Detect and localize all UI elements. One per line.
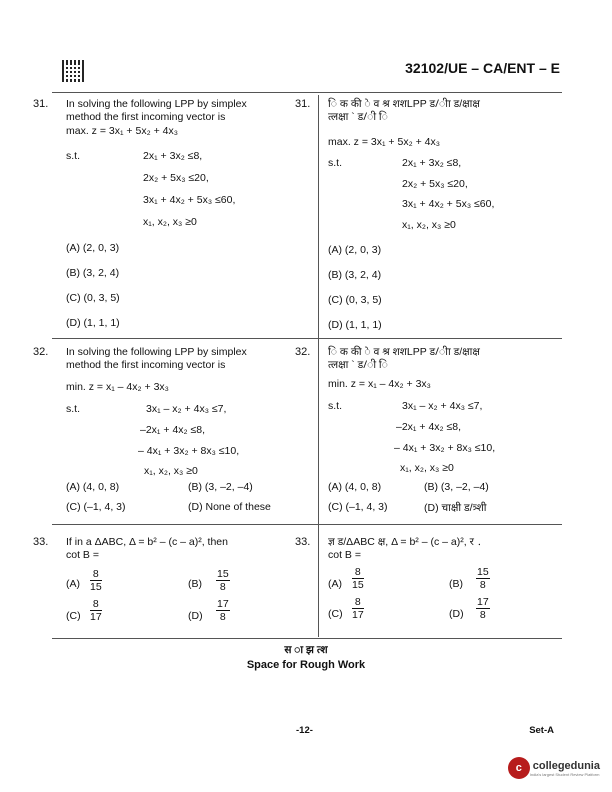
question-text-line-2: method the first incoming vector is bbox=[66, 111, 226, 123]
option-c: (C) (0, 3, 5) bbox=[328, 294, 382, 306]
logo-tagline: India's largest Student Review Platform bbox=[529, 771, 600, 777]
constraint-4: x₁, x₂, x₃ ≥0 bbox=[400, 462, 454, 474]
rough-work-hindi: स ा झ त्श bbox=[284, 644, 328, 656]
question-text-line-2: त्लक्षा ` ड/ी ि bbox=[328, 359, 388, 371]
option-d: (D) (1, 1, 1) bbox=[66, 317, 120, 329]
question-33-en bbox=[33, 536, 311, 636]
option-d: (D) None of these bbox=[188, 501, 271, 513]
rule-before-rough bbox=[52, 638, 562, 639]
option-b: (B) (3, –2, –4) bbox=[188, 481, 253, 493]
denominator: 8 bbox=[219, 581, 226, 593]
question-number: 31. bbox=[295, 98, 311, 110]
question-number: 33. bbox=[33, 536, 49, 548]
denominator: 8 bbox=[219, 611, 226, 623]
objective: max. z = 3x₁ + 5x₂ + 4x₃ bbox=[328, 136, 440, 148]
rule-after-31 bbox=[52, 338, 562, 339]
rule-after-32 bbox=[52, 524, 562, 525]
collegedunia-logo bbox=[508, 757, 600, 779]
question-text-line-1: In solving the following LPP by simplex bbox=[66, 346, 247, 358]
numerator: 15 bbox=[477, 566, 489, 578]
denominator: 8 bbox=[479, 579, 486, 591]
numerator: 17 bbox=[217, 598, 229, 610]
question-text-line-2: त्लक्षा ` ड/ी ि bbox=[328, 111, 388, 123]
denominator: 15 bbox=[352, 579, 364, 591]
rough-work-label: Space for Rough Work bbox=[246, 659, 366, 671]
denominator: 15 bbox=[90, 581, 102, 593]
paper-code: 32102/UE – CA/ENT – E bbox=[405, 60, 560, 76]
question-number: 31. bbox=[33, 98, 49, 110]
option-b: (B) (3, 2, 4) bbox=[328, 269, 382, 281]
constraint-3: – 4x₁ + 3x₂ + 8x₃ ≤10, bbox=[138, 445, 240, 457]
denominator: 17 bbox=[352, 609, 364, 621]
constraint-1: 2x₁ + 3x₂ ≤8, bbox=[143, 150, 203, 162]
subject-to: s.t. bbox=[66, 403, 81, 415]
constraint-1: 3x₁ – x₂ + 4x₃ ≤7, bbox=[146, 403, 227, 415]
constraint-3: 3x₁ + 4x₂ + 5x₃ ≤60, bbox=[143, 194, 236, 206]
objective: min. z = x₁ – 4x₂ + 3x₃ bbox=[66, 381, 169, 393]
constraint-3: 3x₁ + 4x₂ + 5x₃ ≤60, bbox=[402, 198, 495, 210]
option-c: (C) (–1, 4, 3) bbox=[66, 501, 126, 513]
option-d-fraction bbox=[216, 598, 230, 623]
option-a-label: (A) bbox=[66, 578, 80, 590]
constraint-2: –2x₁ + 4x₂ ≤8, bbox=[140, 424, 206, 436]
objective: min. z = x₁ – 4x₂ + 3x₃ bbox=[328, 378, 431, 390]
question-text-line-2: method the first incoming vector is bbox=[66, 359, 226, 371]
subject-to: s.t. bbox=[328, 400, 343, 412]
option-c-label: (C) bbox=[66, 610, 81, 622]
subject-to: s.t. bbox=[66, 150, 81, 162]
constraint-2: 2x₂ + 5x₃ ≤20, bbox=[402, 178, 468, 190]
question-number: 33. bbox=[295, 536, 311, 548]
set-label: Set-A bbox=[529, 725, 554, 736]
option-c-fraction bbox=[90, 598, 102, 623]
option-b-label: (B) bbox=[188, 578, 202, 590]
option-b-fraction bbox=[476, 566, 490, 591]
constraint-4: x₁, x₂, x₃ ≥0 bbox=[144, 465, 198, 477]
logo-icon: c bbox=[508, 757, 530, 779]
option-a: (A) (4, 0, 8) bbox=[328, 481, 382, 493]
numerator: 8 bbox=[90, 598, 102, 611]
denominator: 17 bbox=[90, 611, 102, 623]
logo-name: collegedunia bbox=[532, 759, 600, 772]
question-text-line-1: ज्ञ ड/ΔABC क्ष, Δ = b² – (c – a)², र ․ bbox=[328, 536, 483, 548]
option-d-label: (D) bbox=[188, 610, 203, 622]
option-d: (D) चाक्षी ड/त्र्शी bbox=[424, 502, 487, 514]
option-a: (A) (4, 0, 8) bbox=[66, 481, 120, 493]
subject-to: s.t. bbox=[328, 157, 343, 169]
constraint-2: –2x₁ + 4x₂ ≤8, bbox=[396, 421, 462, 433]
question-31-en bbox=[33, 98, 311, 338]
column-divider bbox=[318, 95, 319, 637]
option-c-label: (C) bbox=[328, 608, 343, 620]
constraint-4: x₁, x₂, x₃ ≥0 bbox=[402, 219, 456, 231]
question-33-hi bbox=[295, 536, 568, 636]
question-31-hi bbox=[295, 98, 568, 338]
constraint-1: 3x₁ – x₂ + 4x₃ ≤7, bbox=[402, 400, 483, 412]
objective: max. z = 3x₁ + 5x₂ + 4x₃ bbox=[66, 125, 178, 137]
qr-code bbox=[62, 60, 84, 82]
constraint-1: 2x₁ + 3x₂ ≤8, bbox=[402, 157, 462, 169]
option-d-label: (D) bbox=[449, 608, 464, 620]
option-a: (A) (2, 0, 3) bbox=[66, 242, 120, 254]
question-text-line-1: ि क की े व श्र शशLPP ड/ीा ड/क्षाक्ष bbox=[328, 98, 480, 110]
numerator: 8 bbox=[352, 566, 364, 579]
option-b-label: (B) bbox=[449, 578, 463, 590]
option-c-fraction bbox=[352, 596, 364, 621]
option-a-fraction bbox=[90, 568, 102, 593]
option-a: (A) (2, 0, 3) bbox=[328, 244, 382, 256]
question-number: 32. bbox=[33, 346, 49, 358]
option-a-fraction bbox=[352, 566, 364, 591]
option-d: (D) (1, 1, 1) bbox=[328, 319, 382, 331]
question-32-hi bbox=[295, 346, 568, 521]
numerator: 8 bbox=[90, 568, 102, 581]
question-text-line-2: cot B = bbox=[66, 549, 99, 561]
logo-text-block bbox=[530, 760, 600, 777]
question-text-line-1: ि क की े व श्र शशLPP ड/ीा ड/क्षाक्ष bbox=[328, 346, 480, 358]
page-number: -12- bbox=[296, 725, 313, 736]
numerator: 15 bbox=[217, 568, 229, 580]
denominator: 8 bbox=[479, 609, 486, 621]
numerator: 17 bbox=[477, 596, 489, 608]
option-d-fraction bbox=[476, 596, 490, 621]
constraint-3: – 4x₁ + 3x₂ + 8x₃ ≤10, bbox=[394, 442, 496, 454]
question-text-line-1: If in a ΔABC, Δ = b² – (c – a)², then bbox=[66, 536, 228, 548]
numerator: 8 bbox=[352, 596, 364, 609]
option-b: (B) (3, –2, –4) bbox=[424, 481, 489, 493]
constraint-4: x₁, x₂, x₃ ≥0 bbox=[143, 216, 197, 228]
option-c: (C) (0, 3, 5) bbox=[66, 292, 120, 304]
option-a-label: (A) bbox=[328, 578, 342, 590]
question-number: 32. bbox=[295, 346, 311, 358]
question-32-en bbox=[33, 346, 311, 521]
option-c: (C) (–1, 4, 3) bbox=[328, 501, 388, 513]
option-b: (B) (3, 2, 4) bbox=[66, 267, 120, 279]
option-b-fraction bbox=[216, 568, 230, 593]
top-rule bbox=[52, 92, 562, 93]
question-text-line-2: cot B = bbox=[328, 549, 361, 561]
question-text-line-1: In solving the following LPP by simplex bbox=[66, 98, 247, 110]
constraint-2: 2x₂ + 5x₃ ≤20, bbox=[143, 172, 209, 184]
